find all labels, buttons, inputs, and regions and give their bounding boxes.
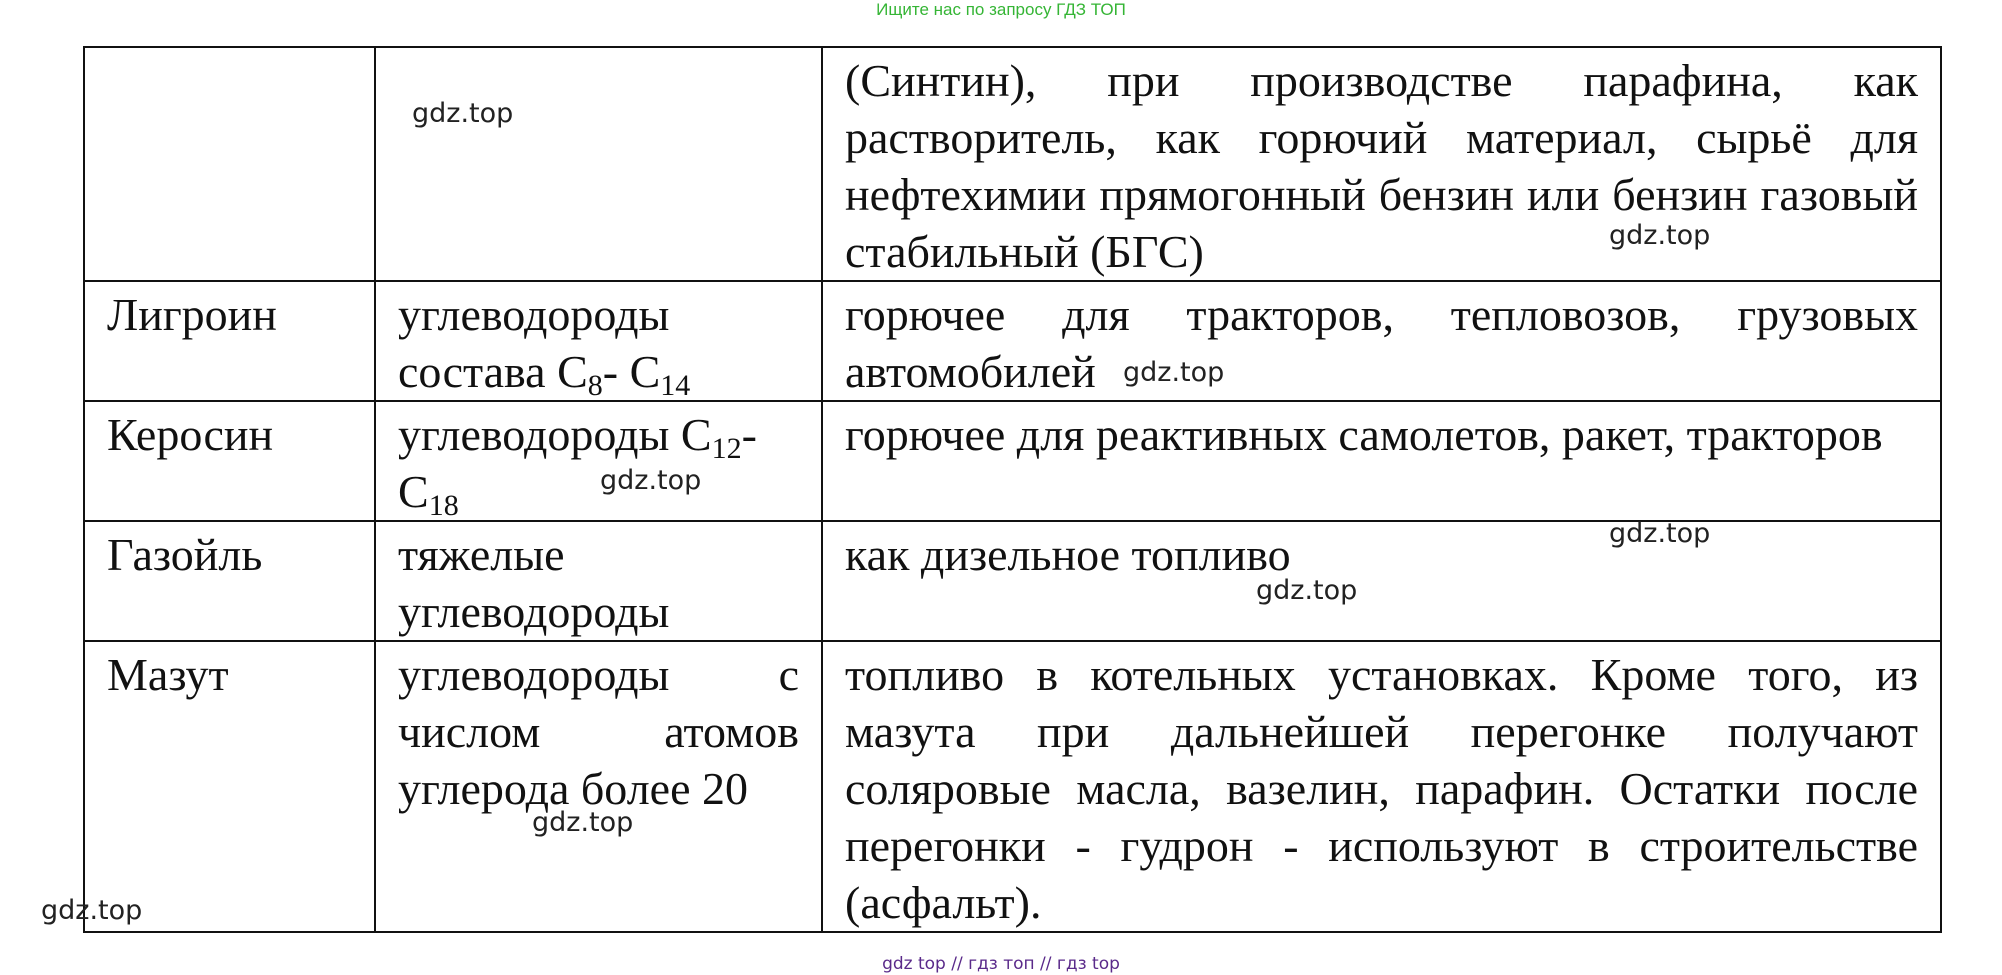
formula-subscript: 14 xyxy=(660,369,691,402)
usage-cell: горючее для тракторов, тепловозов, грузовых автомобилей xyxy=(822,281,1941,401)
formula-separator: - C xyxy=(602,346,661,397)
watermark: gdz.top xyxy=(41,895,143,926)
usage-cell: топливо в котельных установках. Кроме того, из мазута при дальнейшей перегонке получают соляровые масла, вазелин, парафин. Остатки после перегонки - гудрон - используют в строительстве (асфальт). xyxy=(822,641,1941,932)
table-row xyxy=(84,401,1941,521)
watermark: gdz.top xyxy=(532,807,634,838)
formula-subscript: 12 xyxy=(711,432,742,465)
watermark: gdz.top xyxy=(412,98,514,129)
composition-text: углеводороды C xyxy=(398,409,712,460)
fraction-name-cell: Керосин xyxy=(84,401,375,521)
composition-cell: тяжелые углеводороды xyxy=(375,521,822,641)
fractions-table xyxy=(83,46,1942,933)
table-row xyxy=(84,641,1941,932)
table-row xyxy=(84,281,1941,401)
footer: gdz top // гдз топ // гдз top xyxy=(882,954,1120,974)
composition-cell: углеводороды с числом атомов углерода более 20 xyxy=(375,641,822,932)
formula-separator: - C xyxy=(398,409,757,517)
usage-cell: как дизельное топливо xyxy=(822,521,1941,641)
watermark: gdz.top xyxy=(1609,220,1711,251)
composition-cell xyxy=(375,281,822,401)
fraction-name-cell: Лигроин xyxy=(84,281,375,401)
composition-text: углеводороды состава C xyxy=(398,289,670,397)
watermark: gdz.top xyxy=(1256,575,1358,606)
watermark: gdz.top xyxy=(600,465,702,496)
usage-cell: (Синтин), при производстве парафина, как растворитель, как горючий материал, сырьё для нефтехимии прямогонный бензин или бензин газовый стабильный (БГС) xyxy=(822,47,1941,281)
fraction-name-cell xyxy=(84,47,375,281)
formula-subscript: 8 xyxy=(587,369,603,402)
composition-cell xyxy=(375,47,822,281)
watermark: gdz.top xyxy=(1123,357,1225,388)
top-banner: Ищите нас по запросу ГДЗ ТОП xyxy=(876,0,1126,19)
formula-subscript: 18 xyxy=(428,489,459,522)
composition-cell xyxy=(375,401,822,521)
fraction-name-cell: Газойль xyxy=(84,521,375,641)
watermark: gdz.top xyxy=(1609,518,1711,549)
fraction-name-cell: Мазут xyxy=(84,641,375,932)
usage-cell: горючее для реактивных самолетов, ракет, тракторов xyxy=(822,401,1941,521)
